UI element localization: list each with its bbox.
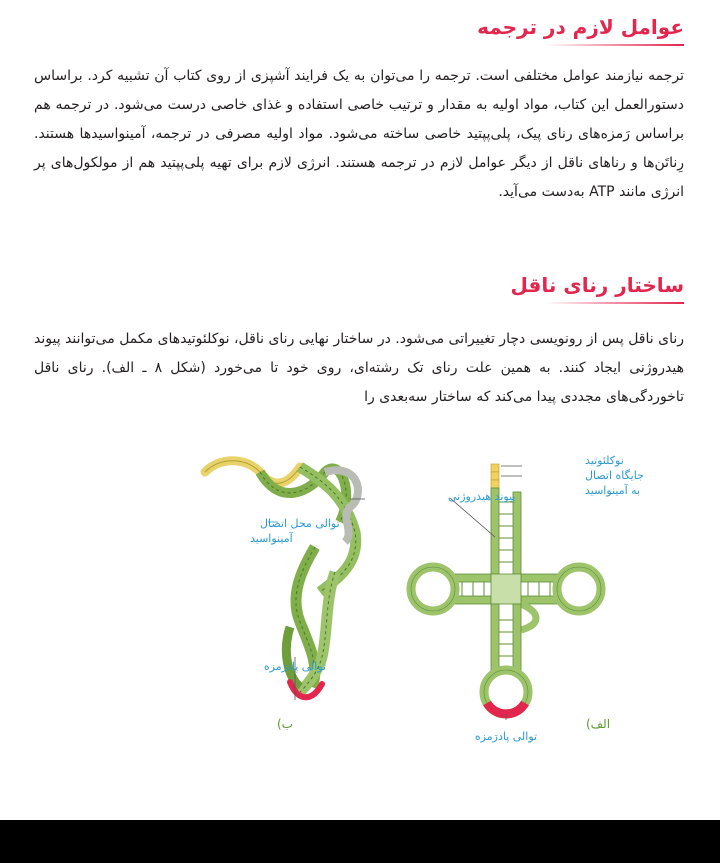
section-title: ساختار رنای ناقل [510, 273, 684, 297]
label-hydrogen-bond: پیوند هیدروژنی [448, 490, 516, 503]
anticodon-segment [487, 703, 525, 714]
heading-underline [546, 44, 684, 46]
section-heading-trna-structure [510, 270, 684, 304]
section-heading-translation-factors [477, 12, 684, 46]
leader-line [450, 498, 495, 537]
label-attachment-site: جایگاه اتصال [585, 469, 644, 482]
label-amino-attachment-line1: توالی محل اتصال [260, 517, 340, 530]
trna-structure-paragraph: رنای ناقل پس از رونویسی دچار تغییراتی می‌شود. در ساختار نهایی رنای ناقل، نوکلئوتیدهای مکمل می‌توانند پیوند هیدروژنی ایجاد کنند. به همین علت رنای تک رشته‌ای، روی خود تا می‌خورد (شکل ۸ ـ الف). رنای ناقل تاخوردگی‌های مجددی پیدا می‌کند که ساختار سه‌بعدی را [34, 331, 684, 405]
trna-diagram [150, 452, 720, 752]
label-nucleotide: نوکلئوتید [585, 454, 624, 467]
label-anticodon-a: توالی پادرَمزه [474, 730, 538, 743]
panel-b-tag: ب) [277, 717, 293, 731]
trna-figure [150, 452, 720, 752]
label-to-amino-acid: به آمینواسید [585, 484, 641, 497]
translation-factors-paragraph: ترجمه نیازمند عوامل مختلفی است. ترجمه را می‌توان به یک فرایند آشپزی از روی کتاب آن تشبیه کرد. براساس دستورالعمل این کتاب، مواد اولیه به مقدار و ترتیب خاصی استفاده و غذای خاصی درست می‌شود. در ترجمه هم براساس رَمزه‌های رنای پیک، پلی‌پپتید خاصی ساخته می‌شود. مواد اولیه مصرفی در ترجمه، آمینواسیدها هستند. رِناتَن‌ها و رناهای ناقل از دیگر عوامل لازم در ترجمه هستند. انرژی لازم برای تهیه پلی‌پپتید هم از مولکول‌های پر انرژی مانند ATP به‌دست می‌آید. [34, 68, 684, 200]
heading-underline [546, 302, 684, 304]
label-amino-attachment-line2: آمینواسید [250, 532, 293, 545]
panel-a-tag: الف) [585, 717, 611, 731]
bottom-black-bar [0, 820, 720, 863]
label-anticodon-b: توالی پادرَمزه [263, 660, 327, 673]
section-title: عوامل لازم در ترجمه [477, 15, 684, 39]
